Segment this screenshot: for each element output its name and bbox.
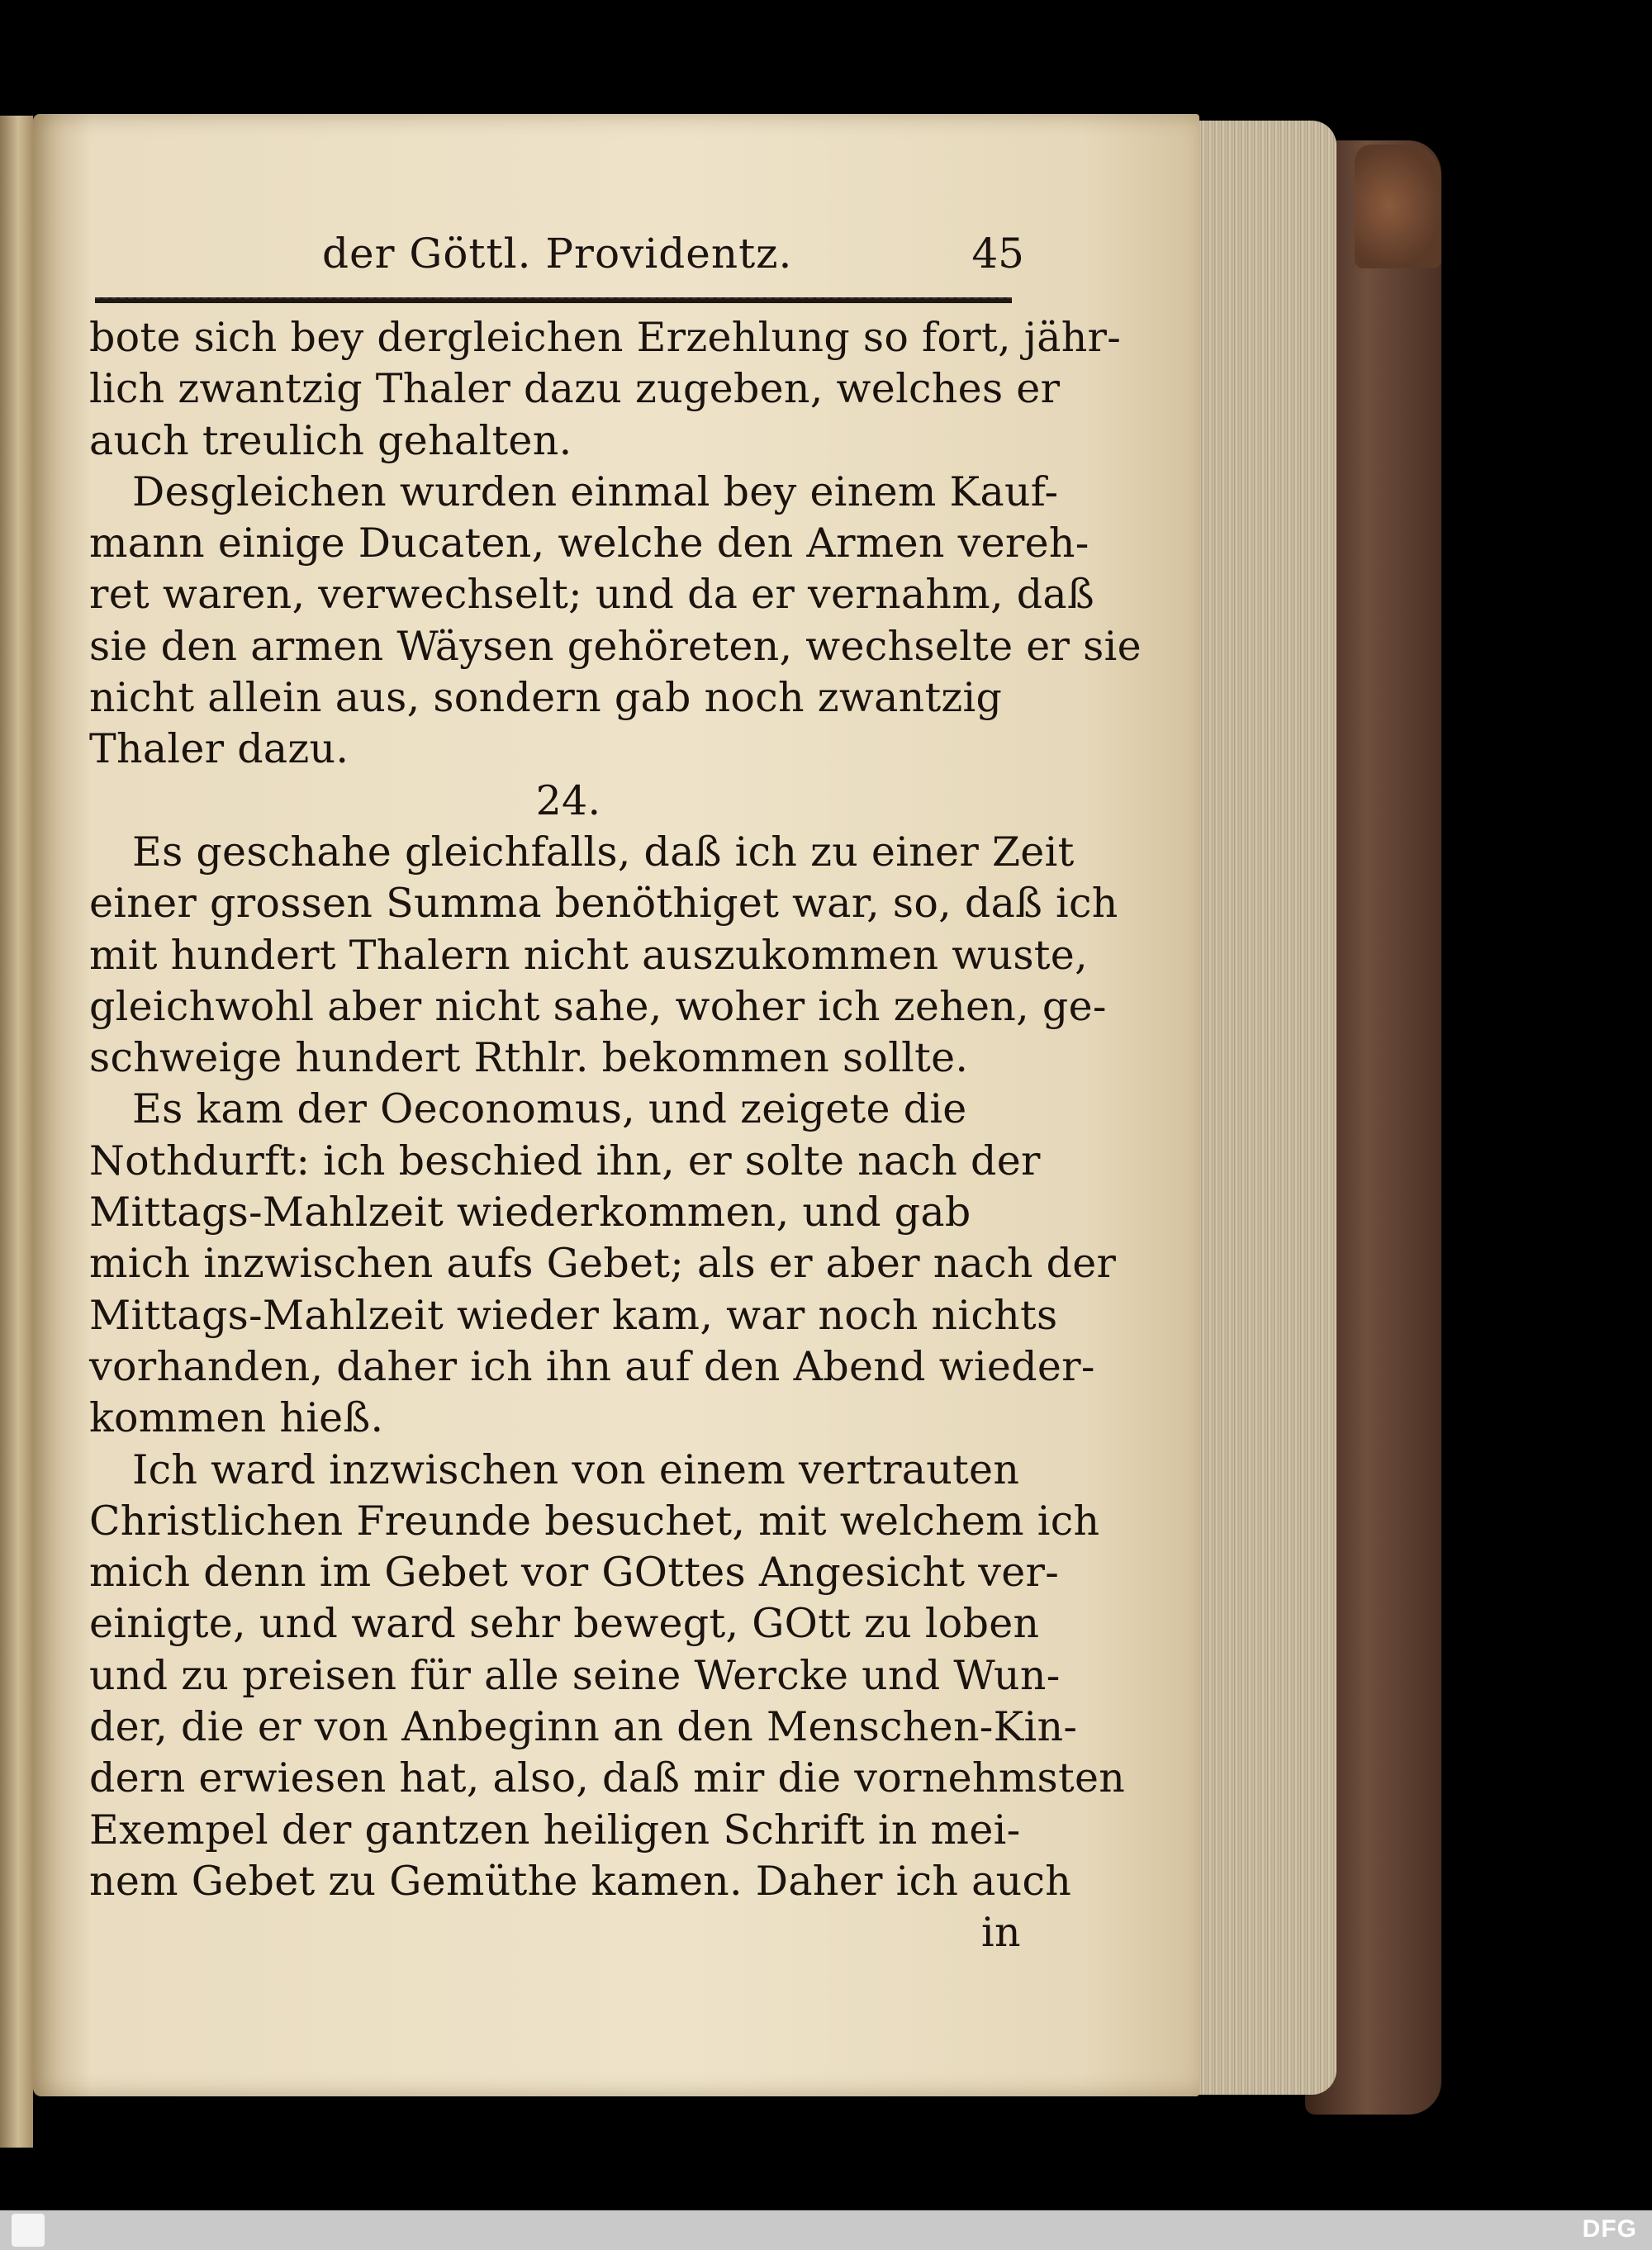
text-line: mich denn im Gebet vor GOttes Angesicht ver- [89, 1549, 1060, 1597]
text-line: Desgleichen wurden einmal bey einem Kauf- [132, 468, 1059, 515]
viewer-footer [0, 2210, 1652, 2250]
text-line: nem Gebet zu Gemüthe kamen. Daher ich auch [89, 1857, 1072, 1905]
text-line: einigte, und ward sehr bewegt, GOtt zu loben [89, 1600, 1040, 1648]
text-line: und zu preisen für alle seine Wercke und Wun- [89, 1651, 1061, 1699]
text-line: mit hundert Thalern nicht auszukommen wuste, [89, 931, 1088, 979]
text-line: Es geschahe gleichfalls, daß ich zu einer Zeit [132, 828, 1075, 876]
text-line: vorhanden, daher ich ihn auf den Abend wieder- [89, 1342, 1095, 1390]
text-line: Nothdurft: ich beschied ihn, er solte nach der [89, 1137, 1041, 1184]
section-number: 24. [535, 776, 601, 824]
text-line: Mittags-Mahlzeit wieder kam, war noch nichts [89, 1291, 1058, 1339]
cover-wear [1355, 145, 1441, 268]
page-number: 45 [971, 230, 1024, 278]
running-head [314, 230, 1024, 287]
text-line: gleichwohl aber nicht sahe, woher ich zehen, ge- [89, 982, 1107, 1030]
text-line: mann einige Ducaten, welche den Armen vereh- [89, 520, 1089, 567]
header-rule [95, 297, 1012, 303]
text-line: nicht allein aus, sondern gab noch zwantzig [89, 674, 1003, 722]
text-line: auch treulich gehalten. [89, 416, 572, 464]
text-line: Exempel der gantzen heiligen Schrift in mei- [89, 1806, 1021, 1854]
text-line: mich inzwischen aufs Gebet; als er aber nach der [89, 1240, 1117, 1288]
previous-page-edge [0, 116, 33, 2148]
library-logo-icon [12, 2214, 45, 2247]
text-line: einer grossen Summa benöthiget war, so, daß ich [89, 880, 1118, 928]
text-line: Thaler dazu. [89, 725, 349, 773]
text-line: Es kam der Oeconomus, und zeigete die [132, 1085, 967, 1133]
page-stack-edge [1188, 121, 1336, 2095]
text-line: bote sich bey dergleichen Erzehlung so fort, jähr- [89, 314, 1122, 361]
text-line: kommen hieß. [89, 1394, 384, 1442]
text-line: sie den armen Wäysen gehöreten, wechselte er sie [89, 622, 1142, 670]
catchword: in [981, 1909, 1021, 1957]
text-line: Christlichen Freunde besuchet, mit welchem ich [89, 1497, 1100, 1545]
body-text [89, 312, 1142, 1959]
text-line: dern erwiesen hat, also, daß mir die vornehmsten [89, 1754, 1126, 1802]
text-line: Ich ward inzwischen von einem vertrauten [132, 1445, 1020, 1493]
text-line: ret waren, verwechselt; und da er vernahm, daß [89, 571, 1094, 619]
text-line: lich zwantzig Thaler dazu zugeben, welches er [89, 365, 1061, 413]
text-line: Mittags-Mahlzeit wiederkommen, und gab [89, 1189, 971, 1237]
text-line: schweige hundert Rthlr. bekommen sollte. [89, 1034, 969, 1082]
running-title: der Göttl. Providentz. [322, 230, 793, 278]
dfg-logo: DFG [1582, 2215, 1637, 2243]
text-line: der, die er von Anbeginn an den Menschen-Kin- [89, 1703, 1078, 1751]
